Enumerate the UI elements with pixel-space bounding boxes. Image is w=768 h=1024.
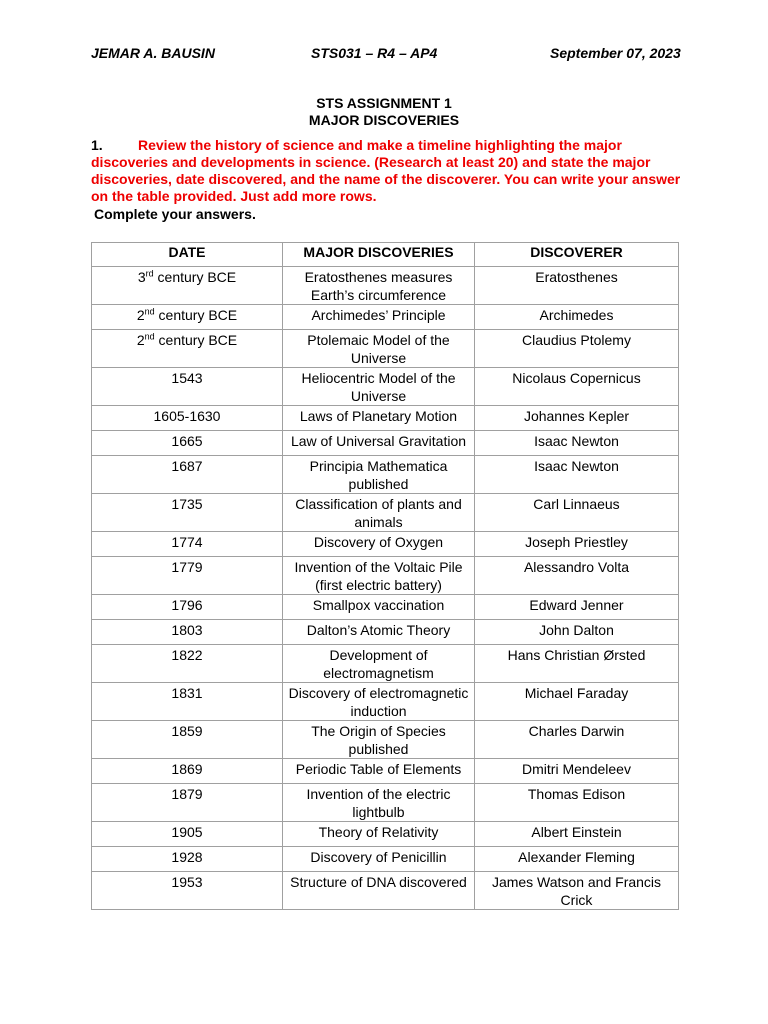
cell-date: 1905 [92, 822, 283, 847]
cell-date: 1928 [92, 847, 283, 872]
date-number: 2 [136, 332, 145, 348]
cell-date: 1774 [92, 532, 283, 557]
cell-discoverer: Eratosthenes [475, 267, 679, 305]
document-title [0, 95, 768, 128]
cell-discoverer: Alessandro Volta [475, 557, 679, 595]
cell-date [92, 305, 283, 330]
cell-discovery: Discovery of Oxygen [283, 532, 475, 557]
cell-discovery: Laws of Planetary Motion [283, 406, 475, 431]
cell-discovery: Invention of the electric lightbulb [283, 784, 475, 822]
cell-discovery: Discovery of Penicillin [283, 847, 475, 872]
date-number: 2 [136, 307, 145, 323]
cell-discoverer: Isaac Newton [475, 431, 679, 456]
cell-discovery: Smallpox vaccination [283, 595, 475, 620]
date-rest: century BCE [154, 332, 238, 348]
cell-date: 1859 [92, 721, 283, 759]
cell-discovery: Classification of plants and animals [283, 494, 475, 532]
date-ordinal-suffix: nd [144, 331, 155, 342]
cell-discoverer: Isaac Newton [475, 456, 679, 494]
cell-date: 1831 [92, 683, 283, 721]
cell-discoverer: James Watson and Francis Crick [475, 872, 679, 910]
date-number: 3 [137, 269, 146, 285]
cell-discovery: Principia Mathematica published [283, 456, 475, 494]
cell-date: 1665 [92, 431, 283, 456]
cell-discoverer: Claudius Ptolemy [475, 330, 679, 368]
student-name: JEMAR A. BAUSIN [91, 45, 215, 61]
table-row [92, 620, 679, 645]
date-rest: century BCE [154, 307, 238, 323]
table-row [92, 759, 679, 784]
cell-date [92, 267, 283, 305]
header-date: DATE [92, 243, 283, 267]
table-row [92, 872, 679, 910]
title-line-2: MAJOR DISCOVERIES [308, 111, 460, 128]
date-rest: century BCE [153, 269, 237, 285]
cell-date: 1735 [92, 494, 283, 532]
cell-discovery: Ptolemaic Model of the Universe [283, 330, 475, 368]
table-row [92, 645, 679, 683]
table-row [92, 784, 679, 822]
table-row [92, 822, 679, 847]
cell-date: 1879 [92, 784, 283, 822]
table-row [92, 595, 679, 620]
table-row [92, 406, 679, 431]
cell-discoverer: Edward Jenner [475, 595, 679, 620]
date-ordinal-suffix: rd [145, 268, 154, 279]
instruction-number: 1. [91, 137, 103, 153]
cell-date: 1803 [92, 620, 283, 645]
document-date: September 07, 2023 [550, 45, 681, 61]
cell-discoverer: Charles Darwin [475, 721, 679, 759]
cell-discovery: Discovery of electromagnetic induction [283, 683, 475, 721]
cell-discoverer: Thomas Edison [475, 784, 679, 822]
cell-discovery: Eratosthenes measures Earth’s circumference [283, 267, 475, 305]
table-row [92, 532, 679, 557]
table-row [92, 456, 679, 494]
cell-discovery: Invention of the Voltaic Pile (first electric battery) [283, 557, 475, 595]
cell-discovery: Structure of DNA discovered [283, 872, 475, 910]
header-major-discoveries: MAJOR DISCOVERIES [283, 243, 475, 267]
cell-discoverer: Hans Christian Ørsted [475, 645, 679, 683]
cell-discovery: Development of electromagnetism [283, 645, 475, 683]
cell-discoverer: Johannes Kepler [475, 406, 679, 431]
cell-discovery: The Origin of Species published [283, 721, 475, 759]
table-row [92, 683, 679, 721]
cell-date [92, 330, 283, 368]
cell-discovery: Law of Universal Gravitation [283, 431, 475, 456]
cell-discoverer: Joseph Priestley [475, 532, 679, 557]
cell-discovery: Theory of Relativity [283, 822, 475, 847]
cell-date: 1822 [92, 645, 283, 683]
cell-date: 1687 [92, 456, 283, 494]
cell-date: 1869 [92, 759, 283, 784]
table-row [92, 267, 679, 305]
table-row [92, 330, 679, 368]
cell-discoverer: John Dalton [475, 620, 679, 645]
cell-date: 1543 [92, 368, 283, 406]
cell-discoverer: Nicolaus Copernicus [475, 368, 679, 406]
table-body [92, 267, 679, 910]
date-ordinal-suffix: nd [144, 306, 155, 317]
title-line-1: STS ASSIGNMENT 1 [316, 95, 452, 111]
instruction-text: Review the history of science and make a timeline highlighting the major discoveries and developments in science. (Research at least 20) and state the major discoveries, date discovered, and the name of the discoverer. You can write your answer on the table provided. Just add more rows. [91, 137, 681, 204]
table-row [92, 494, 679, 532]
cell-discoverer: Michael Faraday [475, 683, 679, 721]
cell-discoverer: Dmitri Mendeleev [475, 759, 679, 784]
table-row [92, 847, 679, 872]
table-row [92, 431, 679, 456]
complete-answers-note: Complete your answers. [94, 206, 256, 222]
instruction-paragraph [91, 137, 691, 205]
cell-date: 1605-1630 [92, 406, 283, 431]
cell-discoverer: Archimedes [475, 305, 679, 330]
table-row [92, 721, 679, 759]
table-row [92, 368, 679, 406]
table-row [92, 557, 679, 595]
cell-date: 1953 [92, 872, 283, 910]
cell-discoverer: Alexander Fleming [475, 847, 679, 872]
cell-discoverer: Albert Einstein [475, 822, 679, 847]
header-discoverer: DISCOVERER [475, 243, 679, 267]
cell-discovery: Archimedes’ Principle [283, 305, 475, 330]
table-row [92, 305, 679, 330]
cell-discovery: Periodic Table of Elements [283, 759, 475, 784]
cell-discoverer: Carl Linnaeus [475, 494, 679, 532]
cell-discovery: Dalton’s Atomic Theory [283, 620, 475, 645]
cell-discovery: Heliocentric Model of the Universe [283, 368, 475, 406]
discoveries-table [91, 242, 679, 910]
cell-date: 1796 [92, 595, 283, 620]
course-code: STS031 – R4 – AP4 [311, 45, 438, 61]
cell-date: 1779 [92, 557, 283, 595]
table-header-row [92, 243, 679, 267]
